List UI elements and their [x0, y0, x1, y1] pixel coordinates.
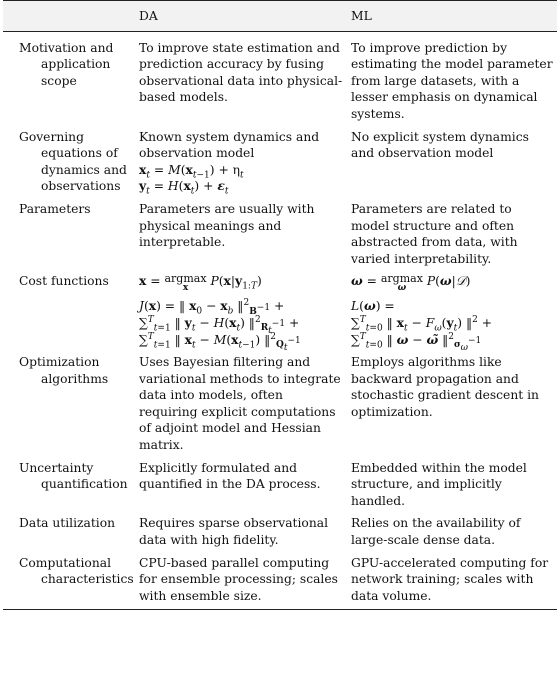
- ml-cost-equation-3: ∑$^T_{t=0}$ ‖ ω − ω̃ ‖$^2_{\sigma_\omega^{-1}}$: [351, 331, 482, 353]
- row-label: Data utilization: [19, 516, 116, 531]
- ml-cell: [347, 270, 557, 351]
- row-label-cell: [3, 270, 135, 351]
- table-row: [3, 126, 557, 198]
- header-empty-cell: [3, 1, 135, 32]
- ml-cell: Employs algorithms like backward propagation and stochastic gradient descent in optimization.: [351, 355, 539, 419]
- da-cell: Parameters are usually with physical meanings and interpretable.: [139, 201, 315, 250]
- da-cell: Explicitly formulated and quantified in the DA process.: [139, 460, 321, 492]
- table-row: [3, 512, 557, 551]
- row-label-cell: [3, 351, 135, 457]
- row-label: Optimization algorithms: [19, 355, 109, 386]
- table-row: [3, 457, 557, 513]
- ml-cost-equation-1: L(ω) =: [351, 298, 395, 314]
- da-cost-equation-3: ∑$^T_{t=1}$ ‖ $x_t - M(x_{t-1})$ ‖$^2_{Q_t^{-1}}$: [139, 331, 301, 353]
- table-row: [3, 31, 557, 125]
- ml-argmax-equation: ω = argmax ω P(ω|𝒟): [351, 272, 471, 294]
- table-row: [3, 270, 557, 351]
- header-ml: ML: [347, 1, 557, 32]
- ml-cell: Relies on the availability of large-scale dense data.: [351, 516, 521, 548]
- ml-cell: To improve prediction by estimating the model parameter from large datasets, with a lesser emphasis on dynamical systems.: [351, 40, 553, 121]
- row-label: Computational characteristics: [19, 555, 134, 587]
- observation-equation: $y_t = H(x_t) + \varepsilon_t$: [139, 178, 229, 197]
- table-row: [3, 351, 557, 457]
- ml-cell: Embedded within the model structure, and implicitly handled.: [351, 460, 527, 508]
- row-label-cell: [3, 126, 135, 198]
- dynamics-equation: $x_t = M(x_{t-1}) + \eta_t$: [139, 161, 244, 181]
- ml-cell: Parameters are related to model structure and often abstracted from data, with varied interpretability.: [351, 201, 518, 266]
- row-label-cell: [3, 552, 135, 610]
- ml-cost-equation-2: ∑$^T_{t=0}$ ‖ $x_t - F_\omega(y_t)$ ‖$^2$ +: [351, 314, 493, 334]
- da-cell: Uses Bayesian filtering and variational methods to integrate data into models, often requiring explicit computations of adjoint model and Hessian matrix.: [139, 355, 341, 453]
- row-label: Uncertainty quantification: [19, 460, 128, 492]
- table-row: [3, 198, 557, 270]
- row-label: Parameters: [19, 201, 91, 216]
- row-label-cell: [3, 31, 135, 125]
- header-da: DA: [135, 1, 347, 32]
- da-argmax-equation: x = argmax x $P(x|y_{1:T})$: [139, 272, 262, 294]
- row-label: Motivation and application scope: [19, 40, 114, 88]
- row-label: Governing equations of dynamics and observations: [19, 129, 127, 194]
- da-cell: To improve state estimation and prediction accuracy by fusing observational data into physical-based models.: [139, 40, 343, 105]
- row-label-cell: [3, 457, 135, 513]
- table-row: [3, 552, 557, 610]
- da-cell: CPU-based parallel computing for ensemble processing; scales with ensemble size.: [135, 552, 347, 610]
- da-cell: Requires sparse observational data with high fidelity.: [139, 516, 329, 548]
- da-cell: [135, 270, 347, 351]
- row-label-cell: [3, 512, 135, 551]
- da-text: Known system dynamics and observation model: [139, 129, 320, 161]
- row-label-cell: [3, 198, 135, 270]
- da-cost-equation-1: J(x) = ‖ $x_0 - x_b$ ‖$^2_{B^{-1}}$ +: [139, 298, 285, 317]
- da-cost-equation-2: ∑$^T_{t=1}$ ‖ $y_t - H(x_t)$ ‖$^2_{R_t^{-1}}$ +: [139, 314, 300, 337]
- da-cell: [135, 126, 347, 198]
- row-label: Cost functions: [19, 274, 109, 289]
- da-vs-ml-table: [3, 0, 557, 610]
- ml-cell: GPU-accelerated computing for network training; scales with data volume.: [347, 552, 557, 610]
- ml-cell: No explicit system dynamics and observation model: [351, 129, 529, 161]
- table-header-row: [3, 1, 557, 32]
- comparison-table-container: [3, 0, 557, 610]
